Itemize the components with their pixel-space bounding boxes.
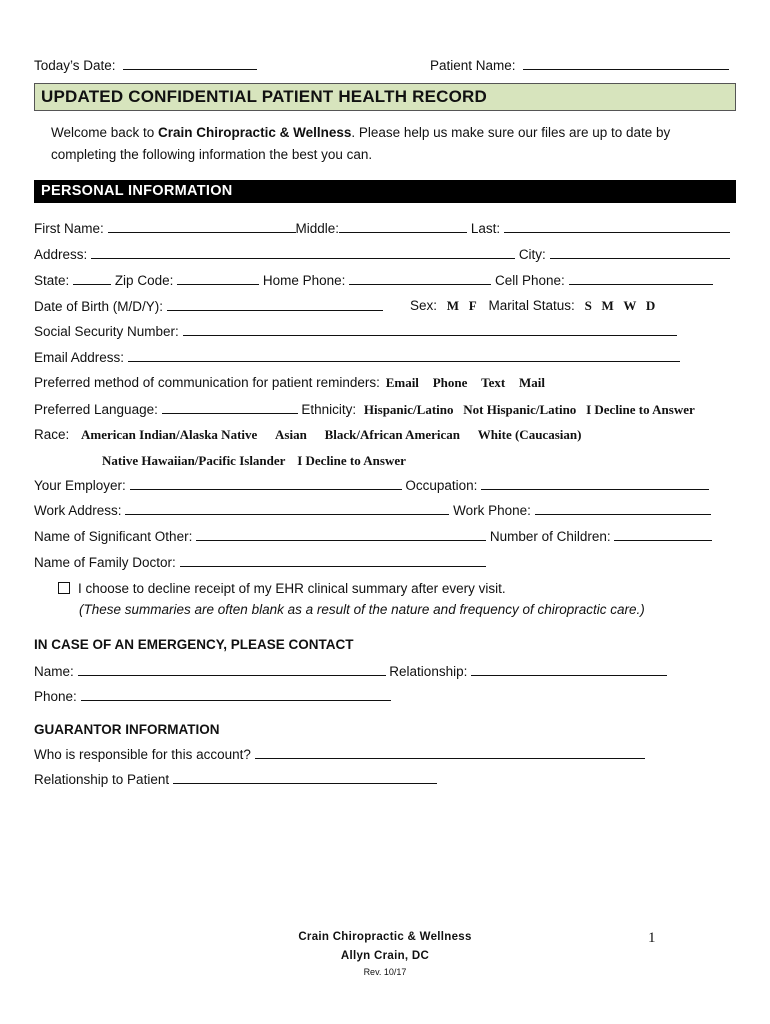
- race-option-american-indian[interactable]: American Indian/Alaska Native: [81, 427, 258, 442]
- personal-info-heading: PERSONAL INFORMATION: [41, 183, 233, 199]
- race-option-native-hawaiian[interactable]: Native Hawaiian/Pacific Islander: [102, 453, 286, 468]
- language-field[interactable]: [162, 401, 298, 414]
- employer-row: [34, 477, 709, 493]
- guarantor-heading: GUARANTOR INFORMATION: [34, 722, 220, 737]
- welcome-prefix: Welcome back to: [51, 125, 159, 140]
- home-phone-field[interactable]: [349, 272, 491, 285]
- emergency-phone-field[interactable]: [81, 688, 391, 701]
- email-row: [34, 349, 680, 365]
- comm-option-text[interactable]: Text: [481, 375, 506, 390]
- employer-label: Your Employer:: [34, 478, 126, 493]
- language-label: Preferred Language:: [34, 402, 158, 417]
- ehr-note: (These summaries are often blank as a result of the nature and frequency of chiropractic care.): [79, 602, 645, 617]
- email-field[interactable]: [128, 349, 680, 362]
- work-phone-field[interactable]: [535, 502, 711, 515]
- marital-status-label: Marital Status:: [488, 298, 575, 313]
- state-label: State:: [34, 273, 70, 288]
- first-name-field[interactable]: [108, 220, 296, 233]
- title-banner: [34, 83, 736, 111]
- footer-clinic-name: Crain Chiropractic & Wellness: [298, 931, 472, 943]
- race-label: Race:: [34, 427, 70, 442]
- last-name-field[interactable]: [504, 220, 730, 233]
- emergency-name-row: [34, 663, 667, 679]
- guarantor-responsible-label: Who is responsible for this account?: [34, 747, 251, 762]
- sex-label: Sex:: [410, 298, 438, 313]
- home-phone-label: Home Phone:: [262, 273, 346, 288]
- last-name-label: Last:: [470, 221, 501, 236]
- name-row: [34, 220, 730, 236]
- ethnicity-option-hispanic[interactable]: Hispanic/Latino: [363, 402, 454, 417]
- todays-date-field[interactable]: [123, 57, 257, 70]
- race-option-white[interactable]: White (Caucasian): [477, 427, 582, 442]
- cell-phone-label: Cell Phone:: [494, 273, 565, 288]
- ssn-label: Social Security Number:: [34, 324, 179, 339]
- family-doctor-label: Name of Family Doctor:: [34, 555, 176, 570]
- welcome-suffix: . Please help us make sure our files are up to date by: [351, 125, 671, 140]
- first-name-label: First Name:: [34, 221, 104, 236]
- page-number: 1: [648, 930, 656, 946]
- address-field[interactable]: [91, 246, 515, 259]
- comm-option-phone[interactable]: Phone: [432, 375, 468, 390]
- welcome-text: [51, 125, 670, 140]
- guarantor-relationship-field[interactable]: [173, 771, 437, 784]
- significant-other-row: [34, 528, 712, 544]
- cell-phone-field[interactable]: [569, 272, 713, 285]
- guarantor-responsible-row: [34, 746, 645, 762]
- sex-marital-row: [410, 298, 655, 314]
- ehr-decline-row: [58, 581, 506, 596]
- race-option-asian[interactable]: Asian: [275, 427, 307, 442]
- dob-label: Date of Birth (M/D/Y):: [34, 299, 164, 314]
- patient-name-label: Patient Name:: [430, 58, 516, 73]
- significant-other-field[interactable]: [196, 528, 486, 541]
- welcome-text-line2: completing the following information the best you can.: [51, 147, 373, 162]
- comm-pref-label: Preferred method of communication for patient reminders:: [34, 375, 380, 390]
- middle-name-field[interactable]: [339, 220, 467, 233]
- welcome-clinic-name: Crain Chiropractic & Wellness: [158, 125, 352, 140]
- state-row: [34, 272, 713, 288]
- ethnicity-option-decline[interactable]: I Decline to Answer: [586, 402, 695, 417]
- comm-option-mail[interactable]: Mail: [518, 375, 545, 390]
- state-field[interactable]: [73, 272, 111, 285]
- todays-date-row: [34, 57, 257, 73]
- race-option-black[interactable]: Black/African American: [324, 427, 461, 442]
- patient-name-row: [430, 57, 729, 73]
- personal-info-header: [34, 180, 736, 203]
- ssn-field[interactable]: [183, 323, 677, 336]
- emergency-name-label: Name:: [34, 664, 74, 679]
- address-row: [34, 246, 730, 262]
- footer-doctor-name: Allyn Crain, DC: [340, 950, 430, 962]
- children-field[interactable]: [614, 528, 712, 541]
- race-row: [34, 427, 581, 443]
- occupation-field[interactable]: [481, 477, 709, 490]
- zip-field[interactable]: [177, 272, 259, 285]
- emergency-relationship-field[interactable]: [471, 663, 667, 676]
- address-label: Address:: [34, 247, 88, 262]
- sex-options[interactable]: M F: [446, 298, 477, 313]
- emergency-relationship-label: Relationship:: [389, 664, 468, 679]
- zip-label: Zip Code:: [114, 273, 174, 288]
- emergency-phone-label: Phone:: [34, 689, 77, 704]
- ethnicity-label: Ethnicity:: [301, 402, 357, 417]
- language-row: [34, 401, 695, 418]
- city-label: City:: [518, 247, 546, 262]
- occupation-label: Occupation:: [405, 478, 478, 493]
- work-address-label: Work Address:: [34, 503, 122, 518]
- significant-other-label: Name of Significant Other:: [34, 529, 193, 544]
- emergency-heading: IN CASE OF AN EMERGENCY, PLEASE CONTACT: [34, 637, 354, 652]
- race-option-decline[interactable]: I Decline to Answer: [297, 453, 406, 468]
- family-doctor-field[interactable]: [180, 554, 486, 567]
- footer-revision: Rev. 10/17: [363, 967, 407, 977]
- children-label: Number of Children:: [489, 529, 611, 544]
- ehr-decline-checkbox[interactable]: [58, 582, 70, 594]
- work-phone-label: Work Phone:: [453, 503, 531, 518]
- comm-option-email[interactable]: Email: [385, 375, 419, 390]
- patient-name-field[interactable]: [523, 57, 729, 70]
- race-row-2: [102, 453, 406, 469]
- dob-row: [34, 298, 383, 314]
- employer-field[interactable]: [130, 477, 402, 490]
- ssn-row: [34, 323, 677, 339]
- comm-pref-row: [34, 375, 545, 391]
- guarantor-relationship-label: Relationship to Patient: [34, 772, 170, 787]
- middle-name-label: Middle:: [295, 221, 340, 236]
- guarantor-relationship-row: [34, 771, 437, 787]
- marital-status-options[interactable]: S M W D: [584, 298, 656, 313]
- work-address-field[interactable]: [125, 502, 449, 515]
- guarantor-responsible-field[interactable]: [255, 746, 645, 759]
- emergency-name-field[interactable]: [78, 663, 386, 676]
- dob-field[interactable]: [167, 298, 383, 311]
- ehr-decline-label: I choose to decline receipt of my EHR clinical summary after every visit.: [78, 581, 506, 596]
- email-label: Email Address:: [34, 350, 125, 365]
- ethnicity-option-not-hispanic[interactable]: Not Hispanic/Latino: [463, 402, 577, 417]
- emergency-phone-row: [34, 688, 391, 704]
- page-title: UPDATED CONFIDENTIAL PATIENT HEALTH RECORD: [41, 87, 487, 106]
- city-field[interactable]: [550, 246, 730, 259]
- family-doctor-row: [34, 554, 486, 570]
- todays-date-label: Today’s Date:: [34, 58, 116, 73]
- work-address-row: [34, 502, 711, 518]
